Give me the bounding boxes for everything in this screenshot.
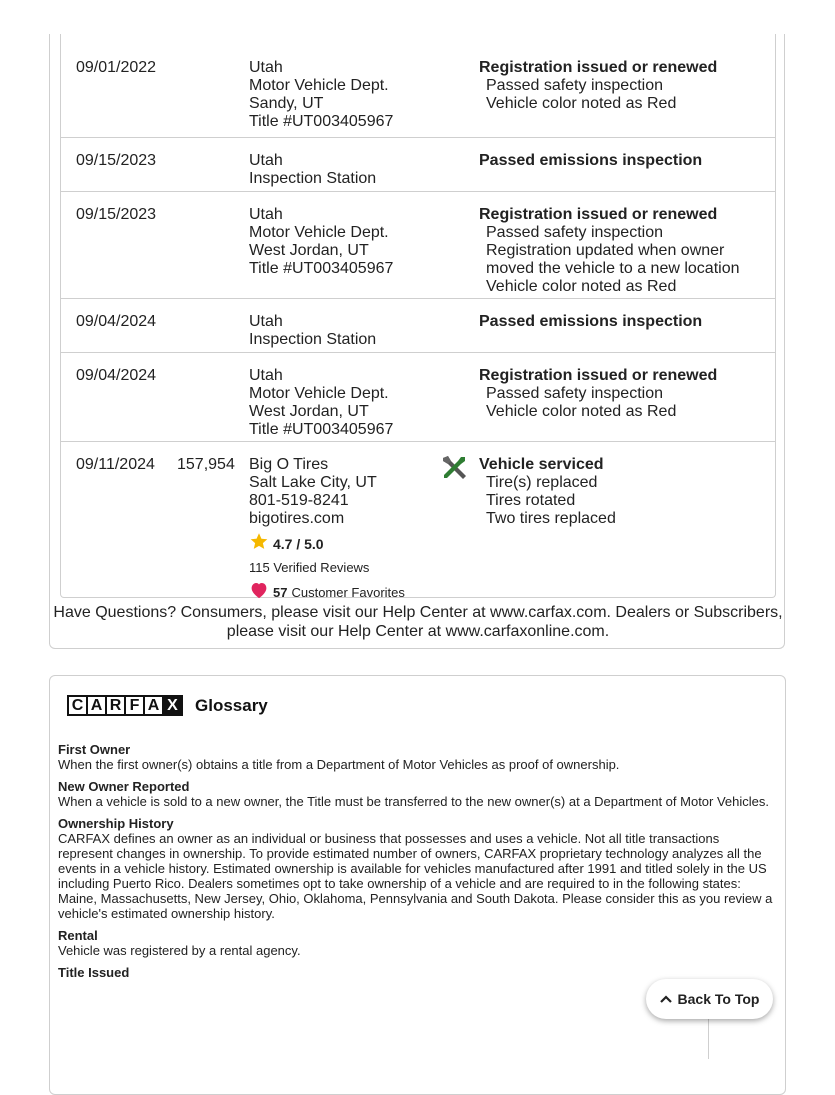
history-comments xyxy=(479,206,739,296)
source-line: Title #UT003405967 xyxy=(249,113,394,130)
event-heading: Vehicle serviced xyxy=(479,456,604,473)
source-line: Motor Vehicle Dept. xyxy=(249,224,389,241)
history-comments xyxy=(479,59,717,113)
history-row xyxy=(61,352,775,441)
event-detail: Vehicle color noted as Red xyxy=(486,278,677,295)
help-center-text: Have Questions? Consumers, please visit our Help Center at www.carfax.com. Dealers or Subscribers, please visit our Help Center at www.carfaxonline.com. xyxy=(53,604,783,640)
source-line: Sandy, UT xyxy=(249,95,324,112)
history-date: 09/11/2024 xyxy=(76,456,155,473)
history-comments xyxy=(479,456,616,528)
back-to-top-button[interactable] xyxy=(646,979,773,1019)
heart-icon xyxy=(249,581,269,604)
history-date: 09/01/2022 xyxy=(76,59,157,76)
dealer-rating[interactable] xyxy=(249,532,405,555)
source-line: Title #UT003405967 xyxy=(249,421,394,438)
history-source xyxy=(249,456,405,604)
history-date: 09/15/2023 xyxy=(76,206,157,223)
event-detail: moved the vehicle to a new location xyxy=(486,260,740,277)
history-comments xyxy=(479,313,702,331)
source-line: Inspection Station xyxy=(249,331,377,348)
favorites-count: 57 xyxy=(273,584,288,600)
term-definition: CARFAX defines an owner as an individual or business that possesses and uses a vehicle. Not all title transactions represent changes in ownership. To provide estimated number of owners, CARFAX proprietary technology analyzes all the events in a vehicle history. Estimated ownership is available for vehicles manufactured after 1991 and titled solely in the US including Puerto Rico. Dealers sometimes opt to take ownership of a vehicle and are required to in the following states: Maine, Massachusetts, New Jersey, Ohio, Oklahoma, Pennsylvania and South Dakota. Please consider this as you review a vehicle's estimated ownership history. xyxy=(58,831,773,921)
source-line: West Jordan, UT xyxy=(249,403,369,420)
logo-letter: F xyxy=(124,695,145,716)
history-source xyxy=(249,206,393,278)
term-title: First Owner xyxy=(58,742,131,757)
history-mileage: 157,954 xyxy=(177,456,235,473)
event-heading: Passed emissions inspection xyxy=(479,152,703,169)
source-line: Title #UT003405967 xyxy=(249,260,394,277)
event-detail: Tires rotated xyxy=(486,492,576,509)
event-heading: Registration issued or renewed xyxy=(479,206,718,223)
event-detail: Passed safety inspection xyxy=(486,224,663,241)
history-source xyxy=(249,152,376,188)
glossary-term xyxy=(58,779,773,809)
history-row xyxy=(61,137,775,191)
history-source xyxy=(249,367,393,439)
term-definition: Vehicle was registered by a rental agency. xyxy=(58,943,301,958)
event-heading: Registration issued or renewed xyxy=(479,367,718,384)
event-detail: Passed safety inspection xyxy=(486,385,663,402)
history-row xyxy=(61,34,775,137)
history-date: 09/04/2024 xyxy=(76,313,157,330)
source-line: Utah xyxy=(249,152,283,169)
logo-letter: X xyxy=(162,695,183,716)
history-row xyxy=(61,441,775,600)
term-title: Ownership History xyxy=(58,816,174,831)
glossary-term xyxy=(58,816,773,921)
history-source xyxy=(249,313,376,349)
history-row xyxy=(61,298,775,352)
history-source xyxy=(249,59,393,131)
glossary-term xyxy=(58,965,773,980)
term-definition: When the first owner(s) obtains a title from a Department of Motor Vehicles as proof of ownership. xyxy=(58,757,620,772)
term-definition: When a vehicle is sold to a new owner, the Title must be transferred to the new owner(s) at a Department of Motor Vehicles. xyxy=(58,794,770,809)
history-table xyxy=(60,34,776,598)
verified-reviews-link[interactable]: 115 Verified Reviews xyxy=(249,560,370,575)
source-line: Motor Vehicle Dept. xyxy=(249,77,389,94)
source-line: Salt Lake City, UT xyxy=(249,474,377,491)
event-detail: Tire(s) replaced xyxy=(486,474,598,491)
logo-letter: C xyxy=(67,695,88,716)
history-card xyxy=(49,34,785,649)
customer-favorites xyxy=(249,581,405,604)
event-detail: Two tires replaced xyxy=(486,510,616,527)
logo-letter: A xyxy=(143,695,164,716)
source-line: West Jordan, UT xyxy=(249,242,369,259)
history-row xyxy=(61,191,775,298)
event-heading: Registration issued or renewed xyxy=(479,59,718,76)
event-detail: Passed safety inspection xyxy=(486,77,663,94)
event-detail: Registration updated when owner xyxy=(486,242,725,259)
source-line[interactable]: bigotires.com xyxy=(249,510,345,527)
source-line: Motor Vehicle Dept. xyxy=(249,385,389,402)
chevron-up-icon xyxy=(660,991,672,1007)
event-detail: Vehicle color noted as Red xyxy=(486,403,677,420)
source-line: Utah xyxy=(249,59,283,76)
source-line: Utah xyxy=(249,313,283,330)
service-tools-icon xyxy=(439,453,469,483)
source-line: Utah xyxy=(249,367,283,384)
history-date: 09/15/2023 xyxy=(76,152,157,169)
source-line: 801-519-8241 xyxy=(249,492,349,509)
history-comments xyxy=(479,152,702,170)
source-line: Big O Tires xyxy=(249,456,329,473)
event-detail: Vehicle color noted as Red xyxy=(486,95,677,112)
history-date: 09/04/2024 xyxy=(76,367,157,384)
term-title: New Owner Reported xyxy=(58,779,190,794)
glossary-term xyxy=(58,928,773,958)
glossary-term xyxy=(58,742,773,772)
history-comments xyxy=(479,367,717,421)
glossary-title: Glossary xyxy=(195,695,268,715)
glossary-header xyxy=(67,695,268,716)
back-to-top-label: Back To Top xyxy=(677,991,760,1007)
star-icon xyxy=(249,532,269,555)
term-title: Title Issued xyxy=(58,965,130,980)
glossary-list xyxy=(58,742,773,987)
glossary-card xyxy=(49,675,786,1095)
event-heading: Passed emissions inspection xyxy=(479,313,703,330)
logo-letter: A xyxy=(86,695,107,716)
source-line: Utah xyxy=(249,206,283,223)
favorites-label: Customer Favorites xyxy=(291,584,405,600)
source-line: Inspection Station xyxy=(249,170,377,187)
divider xyxy=(708,1019,709,1059)
carfax-logo xyxy=(67,695,181,716)
logo-letter: R xyxy=(105,695,126,716)
term-title: Rental xyxy=(58,928,98,943)
rating-value: 4.7 / 5.0 xyxy=(273,535,324,552)
